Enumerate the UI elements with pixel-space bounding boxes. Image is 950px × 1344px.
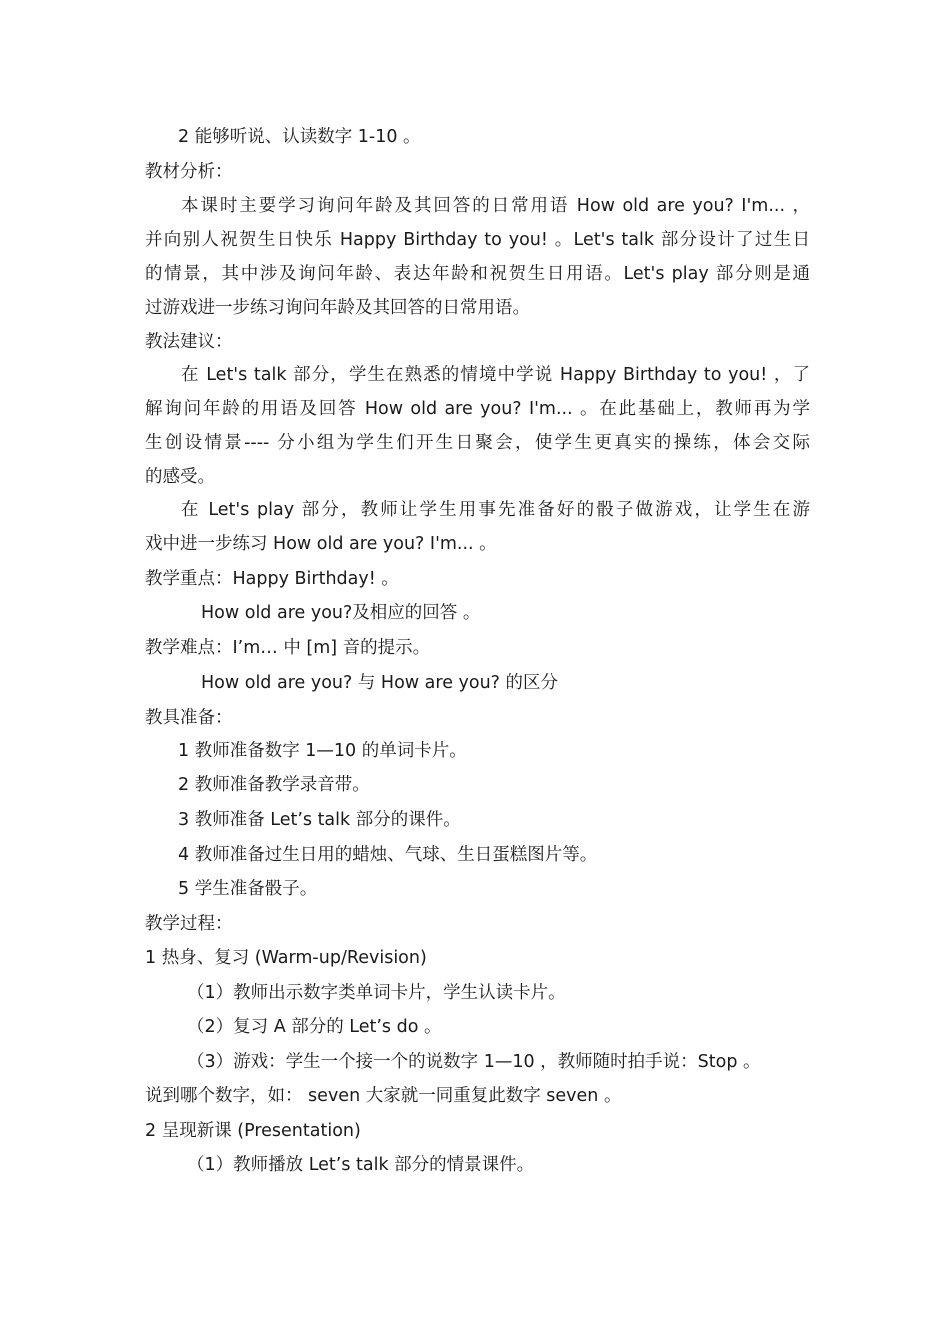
paragraph-line: 生创设情景---- 分小组为学生们开生日聚会，使学生更真实的操练，体会交际 [145,433,810,453]
paragraph-line: 说到哪个数字，如： seven 大家就一同重复此数字 seven 。 [145,1086,622,1106]
section-heading-material-analysis: 教材分析： [145,162,233,182]
step-item: （2）复习 A 部分的 Let’s do 。 [187,1017,442,1037]
paragraph-line: 过游戏进一步练习询问年龄及其回答的日常用语。 [145,298,530,318]
paragraph-line: 在 Let's talk 部分，学生在熟悉的情境中学说 Happy Birthday to you! ，了 [181,365,810,385]
list-item: 3 教师准备 Let’s talk 部分的课件。 [178,810,461,830]
difficult-point-line: How old are you? 与 How are you? 的区分 [201,673,559,693]
paragraph-line: 的情景，其中涉及询问年龄、表达年龄和祝贺生日用语。Let's play 部分则是通 [145,264,810,284]
step-item: （3）游戏：学生一个接一个的说数字 1—10 ，教师随时拍手说：Stop 。 [187,1052,761,1072]
list-item: 2 教师准备教学录音带。 [178,775,370,795]
paragraph-line: 解询问年龄的用语及回答 How old are you? I'm... 。在此基础上，教师再为学 [145,399,810,419]
step-heading: 2 呈现新课 (Presentation) [145,1121,361,1141]
paragraph-line: 戏中进一步练习 How old are you? I'm... 。 [145,534,497,554]
section-heading-teaching-aids: 教具准备： [145,708,233,728]
section-heading-teaching-process: 教学过程： [145,914,233,934]
step-item: （1）教师播放 Let’s talk 部分的情景课件。 [187,1155,535,1175]
list-item: 1 教师准备数字 1—10 的单词卡片。 [178,741,467,761]
objective-line: 2 能够听说、认读数字 1-10 。 [178,127,421,147]
paragraph-line: 并向别人祝贺生日快乐 Happy Birthday to you! 。Let's talk 部分设计了过生日 [145,230,810,250]
list-item: 5 学生准备骰子。 [178,879,318,899]
key-point-line: How old are you?及相应的回答 。 [201,603,481,623]
section-heading-teaching-suggestions: 教法建议： [145,332,233,352]
section-heading-difficult-points: 教学难点：I’m… 中 [m] 音的提示。 [145,638,431,658]
section-heading-key-points: 教学重点：Happy Birthday! 。 [145,569,399,589]
step-item: （1）教师出示数字类单词卡片，学生认读卡片。 [187,983,566,1003]
paragraph-line: 本课时主要学习询问年龄及其回答的日常用语 How old are you? I'm... ， [181,196,810,216]
step-heading: 1 热身、复习 (Warm-up/Revision) [145,948,427,968]
paragraph-line: 的感受。 [145,467,215,487]
paragraph-line: 在 Let's play 部分，教师让学生用事先准备好的骰子做游戏，让学生在游 [181,500,810,520]
list-item: 4 教师准备过生日用的蜡烛、气球、生日蛋糕图片等。 [178,845,598,865]
